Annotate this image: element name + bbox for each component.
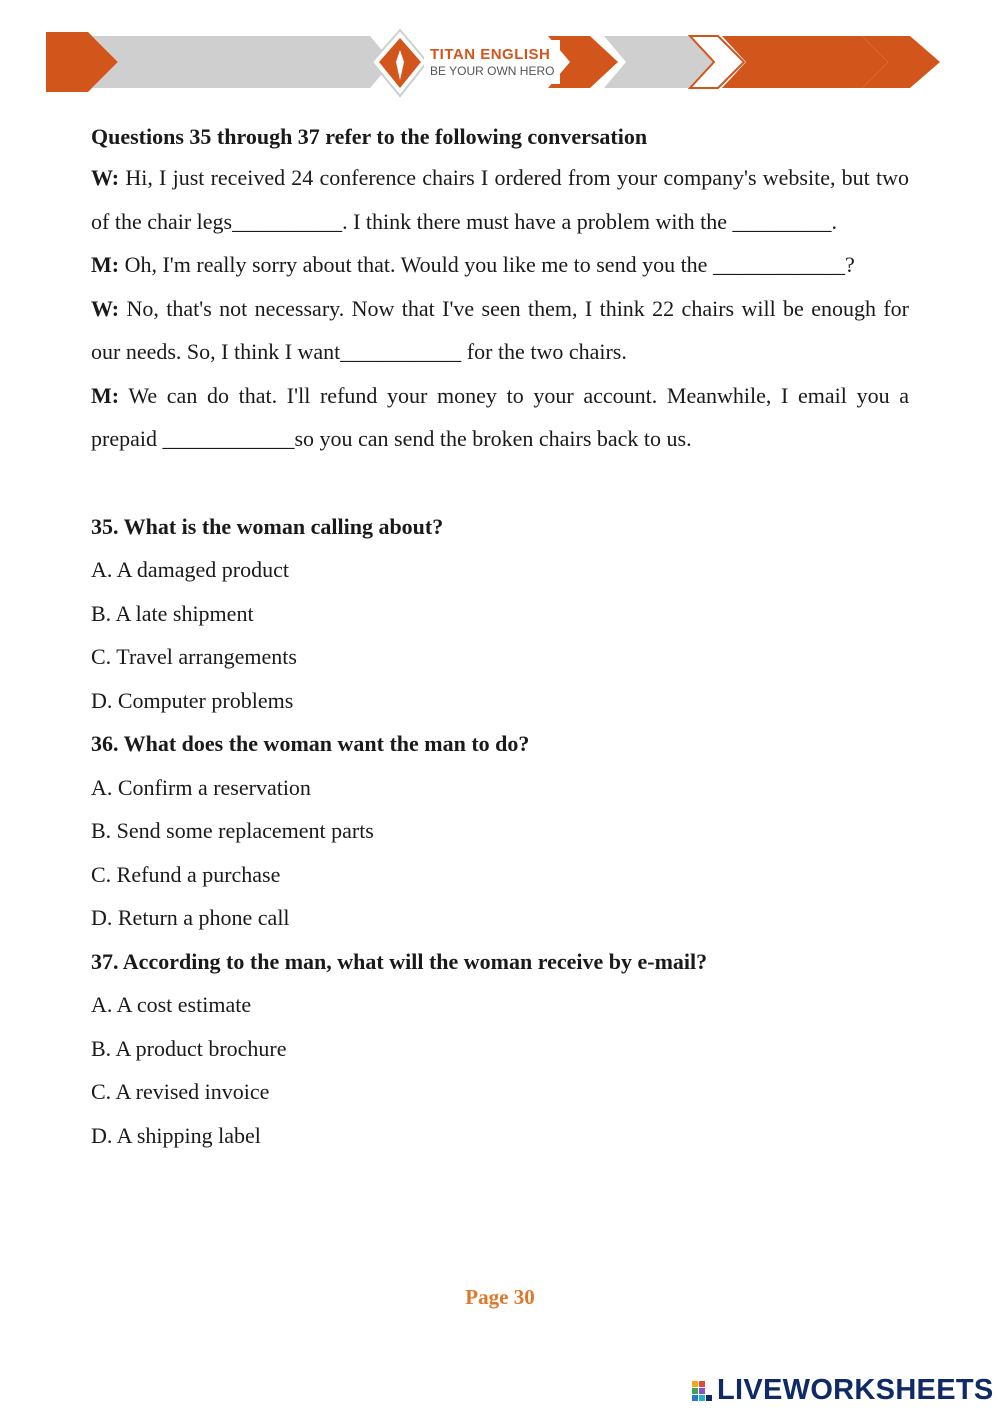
question-text: 35. What is the woman calling about? — [91, 513, 444, 539]
liveworksheets-text: LIVEWORKSHEETS — [717, 1374, 994, 1406]
speaker-label: M: — [91, 382, 120, 408]
worksheet-content — [91, 118, 909, 1157]
dialogue-text: for the two chairs. — [461, 339, 627, 364]
dialogue-text: Oh, I'm really sorry about that. Would you like me to send you the — [119, 252, 713, 277]
answer-option[interactable]: D. A shipping label — [91, 1122, 261, 1148]
dialogue-text: so you can send the broken chairs back to us. — [294, 426, 692, 451]
question-text: 37. According to the man, what will the woman receive by e-mail? — [91, 948, 708, 974]
answer-option[interactable]: A. Confirm a reservation — [91, 774, 311, 800]
question-35 — [91, 505, 909, 723]
fill-blank[interactable]: _________ — [732, 208, 832, 234]
dialogue-text: ? — [844, 252, 855, 277]
dialogue-text: . I think there must have a problem with the — [342, 208, 733, 234]
dialogue-text: We can do that. I'll refund your money to your account. Meanwhile, I email you a prepaid — [91, 382, 909, 451]
dialogue-text: . — [831, 208, 838, 234]
section-gap — [91, 461, 909, 505]
brand-logo — [430, 46, 554, 78]
answer-option[interactable]: B. Send some replacement parts — [91, 818, 374, 843]
answer-option[interactable]: C. Refund a purchase — [91, 861, 281, 887]
speaker-label: W: — [91, 165, 120, 190]
speaker-label: M: — [91, 252, 120, 277]
answer-option[interactable]: D. Return a phone call — [91, 905, 290, 930]
answer-option[interactable]: D. Computer problems — [91, 687, 294, 713]
dialogue-line — [91, 287, 909, 374]
question-36 — [91, 722, 909, 940]
question-37 — [91, 940, 909, 1158]
answer-option[interactable]: C. A revised invoice — [91, 1079, 270, 1104]
fill-blank[interactable]: ___________ — [340, 339, 462, 364]
passage-heading: Questions 35 through 37 refer to the following conversation — [91, 124, 648, 149]
fill-blank[interactable]: ____________ — [712, 252, 845, 277]
page-number: Page 30 — [465, 1285, 535, 1309]
answer-option[interactable]: B. A product brochure — [91, 1035, 287, 1061]
liveworksheets-watermark — [692, 1374, 994, 1407]
answer-option[interactable]: C. Travel arrangements — [91, 644, 297, 669]
question-text: 36. What does the woman want the man to do? — [91, 731, 530, 756]
dialogue-line — [91, 243, 909, 287]
answer-option[interactable]: B. A late shipment — [91, 600, 254, 626]
fill-blank[interactable]: __________ — [232, 208, 343, 234]
dialogue-line — [91, 156, 909, 243]
answer-option[interactable]: A. A cost estimate — [91, 992, 252, 1017]
dialogue-text: No, that's not necessary. Now that I've seen them, I think 22 chairs will be enough for our needs. So, I think I want — [91, 295, 909, 364]
answer-option[interactable]: A. A damaged product — [91, 557, 289, 582]
liveworksheets-logo-icon — [692, 1379, 714, 1403]
fill-blank[interactable]: ____________ — [162, 426, 295, 451]
dialogue-line — [91, 374, 909, 461]
brand-name: TITAN ENGLISH — [430, 46, 551, 63]
speaker-label: W: — [91, 295, 120, 321]
dialogue-text: Hi, I just received 24 conference chairs I ordered from your company's website, but two of the chair legs — [91, 165, 909, 234]
header-banner — [0, 0, 1000, 110]
brand-tagline: BE YOUR OWN HERO — [430, 64, 555, 78]
